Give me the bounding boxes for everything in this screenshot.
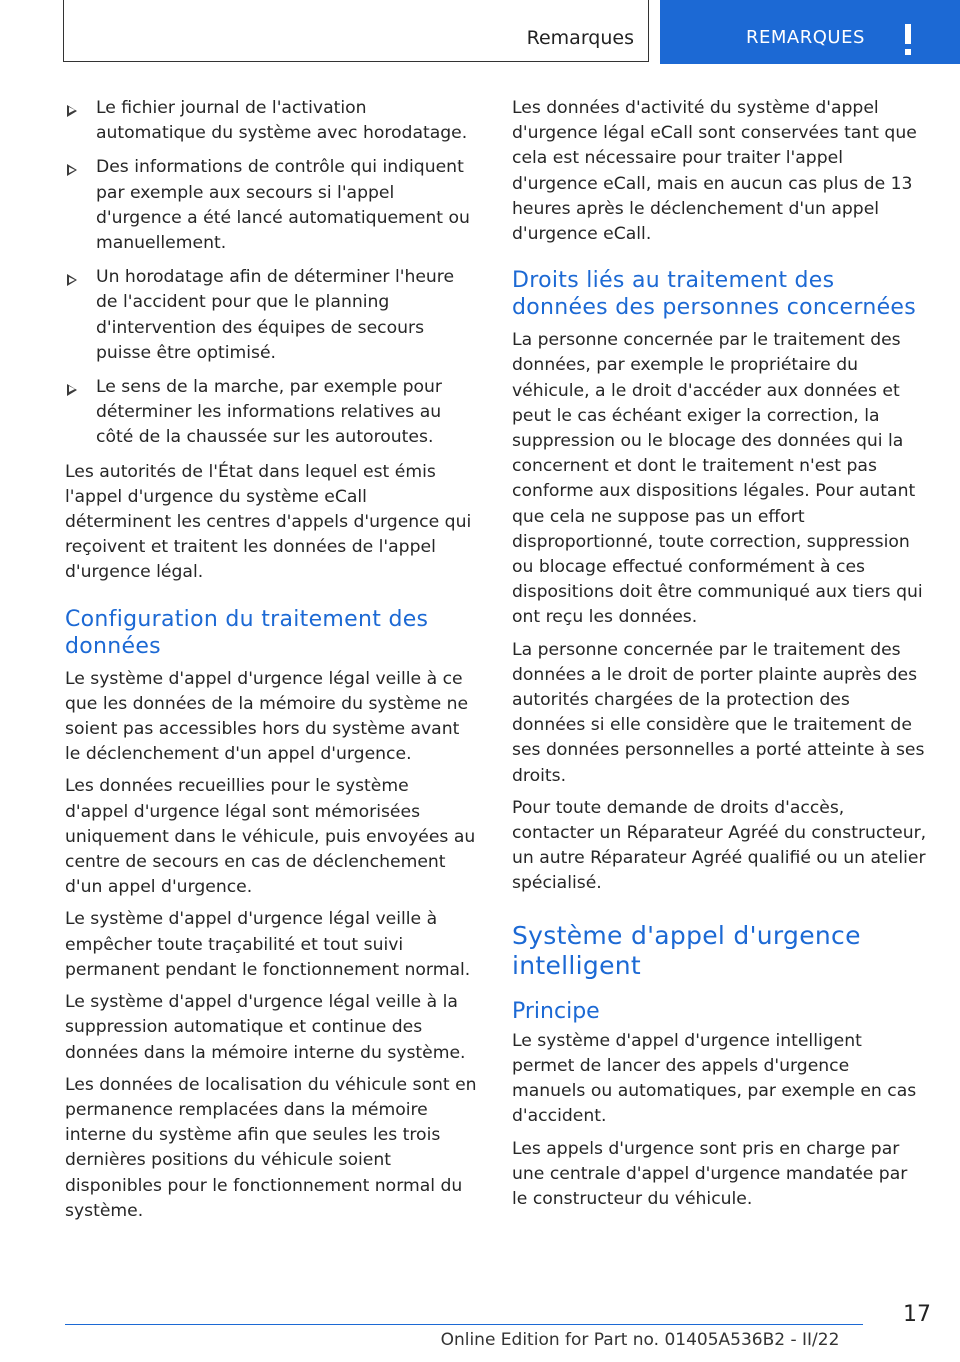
right-column [512, 96, 928, 1219]
list-item-text: Le fichier journal de l'activation automatique du système avec horodatage. [96, 98, 468, 144]
paragraph: La personne concernée par le traitement des données, par exemple le propriétaire du véhicule, a le droit d'accéder aux données et peut le cas échéant exiger la correction, la suppression ou le blocage des données qui la concernent et dont le traitement n'est pas conforme aux dispositions légales. Pour autant que cela ne suppose pas un effort disproportionné, toute correction, suppression ou blocage effectué conformément à ces dispositions doit être communiqué aux tiers qui ont reçu les données. [512, 330, 923, 628]
list-item [65, 155, 477, 256]
exclamation-icon [903, 24, 913, 56]
chapter-title: Remarques [526, 27, 634, 49]
paragraph: Les autorités de l'État dans lequel est émis l'appel d'urgence du système eCall déterminent les centres d'appels d'urgence qui reçoivent et traitent les données de l'appel d'urgence légal. [65, 461, 472, 583]
footer-divider [65, 1324, 863, 1325]
section-tab [660, 0, 960, 64]
triangle-bullet-icon [67, 105, 77, 117]
edition-footer: Online Edition for Part no. 01405A536B2 - II/22 [440, 1330, 840, 1350]
section-heading: Configuration du traitement des données [65, 606, 429, 659]
triangle-bullet-icon [67, 274, 77, 286]
page-number: 17 [903, 1302, 931, 1327]
triangle-bullet-icon [67, 384, 77, 396]
list-item-text: Le sens de la marche, par exemple pour déterminer les informations relatives au côté de la chaussée sur les autoroutes. [96, 377, 442, 448]
triangle-bullet-icon [67, 164, 77, 176]
paragraph: Le système d'appel d'urgence légal veille à la suppression automatique et continue des données dans la mémoire interne du système. [65, 992, 466, 1063]
paragraph: Le système d'appel d'urgence intelligent permet de lancer des appels d'urgence manuels ou automatiques, par exemple en cas d'accident. [512, 1030, 917, 1127]
paragraph: Pour toute demande de droits d'accès, contacter un Réparateur Agréé du constructeur, un autre Réparateur Agréé qualifié ou un atelier spécialisé. [512, 797, 927, 894]
page-header [0, 0, 960, 66]
left-column [65, 96, 477, 1231]
section-title: REMARQUES [746, 27, 865, 48]
paragraph: Les données recueillies pour le système d'appel d'urgence légal sont mémorisées uniquement dans le véhicule, puis envoyées au centre de secours en cas de déclenchement d'un appel d'urgence. [65, 776, 476, 898]
paragraph: Les appels d'urgence sont pris en charge par une centrale d'appel d'urgence mandatée par le constructeur du véhicule. [512, 1138, 908, 1209]
paragraph: La personne concernée par le traitement des données a le droit de porter plainte auprès des autorités chargées de la protection des données si elle considère que le traitement de ses données personnelles a porté atteinte à ses droits. [512, 639, 925, 786]
list-item [65, 96, 477, 146]
bullet-list [65, 96, 477, 451]
chapter-heading: Système d'appel d'urgence intelligent [512, 920, 861, 980]
paragraph: Le système d'appel d'urgence légal veille à ce que les données de la mémoire du système ne soient pas accessibles hors du système avant le déclenchement d'un appel d'urgence. [65, 668, 469, 765]
list-item-text: Un horodatage afin de déterminer l'heure de l'accident pour que le planning d'intervention des équipes de secours puisse être optimisé. [96, 267, 455, 363]
list-item [65, 375, 477, 451]
chapter-header-box [63, 0, 649, 62]
paragraph: Le système d'appel d'urgence légal veille à empêcher toute traçabilité et tout suivi permanent pendant le fonctionnement normal. [65, 909, 471, 980]
paragraph: Les données d'activité du système d'appel d'urgence légal eCall sont conservées tant que cela est nécessaire pour traiter l'appel d'urgence eCall, mais en aucun cas plus de 13 heures après le déclenchement d'un appel d'urgence eCall. [512, 98, 917, 245]
section-heading: Droits liés au traitement des données des personnes concernées [512, 268, 916, 321]
list-item-text: Des informations de contrôle qui indiquent par exemple aux secours si l'appel d'urgence a été lancé automatiquement ou manuellement. [96, 157, 470, 254]
subheading: Principe [512, 998, 600, 1024]
paragraph: Les données de localisation du véhicule sont en permanence remplacées dans la mémoire interne du système afin que seules les trois dernières positions du véhicule soient disponibles pour le fonctionnement normal du système. [65, 1074, 477, 1221]
list-item [65, 265, 477, 366]
